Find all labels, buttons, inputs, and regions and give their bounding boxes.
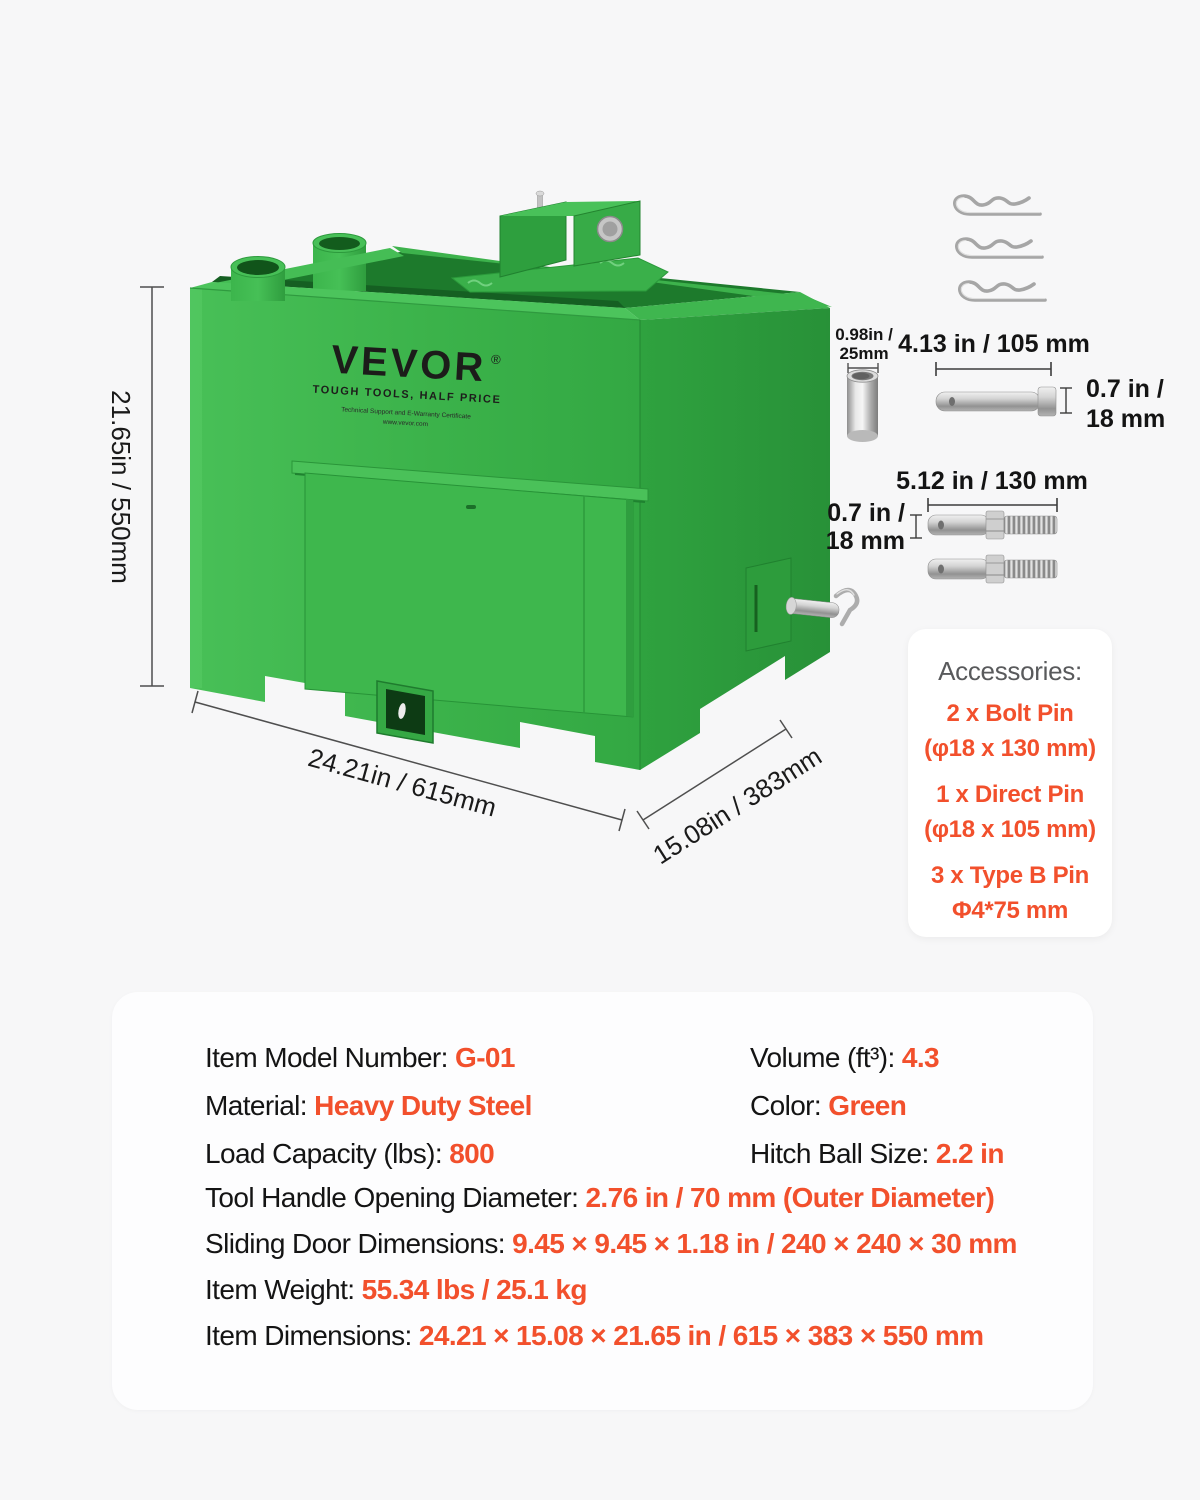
spec-label: Tool Handle Opening Diameter:	[205, 1182, 586, 1213]
type-b-pin-icon	[960, 282, 1045, 300]
direct-pin-dia-line2: 18 mm	[1086, 405, 1166, 433]
spec-row	[750, 1090, 906, 1122]
spec-value: 24.21 × 15.08 × 21.65 in / 615 × 383 × 550 mm	[418, 1320, 984, 1351]
direct-pin-length-label: 4.13 in / 105 mm	[898, 330, 1090, 358]
bolt-pin-icon	[928, 555, 1057, 583]
spec-row	[750, 1042, 939, 1074]
spec-row	[205, 1274, 587, 1306]
accessories-card	[908, 629, 1112, 937]
logo-website-line: www.vevor.com	[382, 418, 429, 429]
depth-dimension-label: 15.08in / 383mm	[647, 740, 827, 871]
type-b-pins	[955, 196, 1045, 300]
logo-support-line: Technical Support and E-Warranty Certificate	[340, 406, 471, 421]
spec-label: Load Capacity (lbs):	[205, 1138, 450, 1169]
accessory-item-size: Φ4*75 mm	[951, 897, 1069, 924]
height-dimension	[106, 287, 164, 686]
logo-brand: VEVOR	[330, 337, 488, 391]
accessory-item-name: 3 x Type B Pin	[930, 862, 1090, 889]
spec-label: Item Dimensions:	[205, 1320, 419, 1351]
ballast-box-illustration	[190, 191, 857, 770]
logo-reg-mark: ®	[490, 351, 502, 368]
spec-label: Hitch Ball Size:	[750, 1138, 936, 1169]
box-right-face	[640, 308, 830, 770]
spec-row	[205, 1042, 515, 1074]
spec-label: Item Weight:	[205, 1274, 362, 1305]
bolt-pin-length-label: 5.12 in / 130 mm	[896, 467, 1088, 495]
spec-row	[205, 1228, 1017, 1260]
specifications-panel	[112, 992, 1093, 1410]
accessory-item-size: (φ18 x 130 mm)	[924, 735, 1096, 762]
bolt-pin-dia-line1: 0.7 in /	[827, 499, 905, 527]
bushing	[835, 325, 893, 442]
spec-label: Material:	[205, 1090, 315, 1121]
direct-pin	[898, 330, 1165, 433]
width-dimension-label: 24.21in / 615mm	[305, 742, 500, 823]
bolt-pins	[826, 467, 1088, 583]
top-link-bracket	[452, 191, 668, 292]
type-b-pin-icon	[957, 239, 1042, 257]
accessories-title: Accessories:	[938, 656, 1082, 686]
spec-label: Volume (ft³):	[750, 1042, 902, 1073]
accessory-item-name: 1 x Direct Pin	[936, 781, 1084, 808]
spec-value: G-01	[455, 1042, 515, 1073]
spec-row	[205, 1090, 532, 1122]
spec-value: 2.2 in	[935, 1138, 1004, 1169]
bolt-pin-dia-line2: 18 mm	[825, 527, 905, 555]
spec-row	[750, 1138, 1004, 1170]
logo-tagline: TOUGH TOOLS, HALF PRICE	[312, 383, 502, 407]
spec-row	[205, 1320, 983, 1352]
height-dimension-label: 21.65in / 550mm	[106, 390, 136, 584]
bushing-label-line1: 0.98in /	[835, 325, 893, 344]
spec-value: Green	[828, 1090, 907, 1121]
accessory-item	[908, 858, 1112, 928]
spec-value: Heavy Duty Steel	[314, 1090, 532, 1121]
spec-value: 2.76 in / 70 mm (Outer Diameter)	[585, 1182, 995, 1213]
tool-tube-short	[231, 257, 285, 302]
spec-value: 55.34 lbs / 25.1 kg	[361, 1274, 587, 1305]
accessory-item	[908, 777, 1112, 847]
accessory-item-name: 2 x Bolt Pin	[946, 700, 1074, 727]
hitch-receiver	[377, 681, 433, 743]
accessory-item-size: (φ18 x 105 mm)	[924, 816, 1096, 843]
bolt-pin-icon	[928, 511, 1057, 539]
spec-label: Sliding Door Dimensions:	[205, 1228, 513, 1259]
sliding-door	[292, 461, 648, 717]
spec-value: 4.3	[901, 1042, 939, 1073]
direct-pin-dia-line1: 0.7 in /	[1086, 375, 1164, 403]
spec-value: 800	[449, 1138, 495, 1169]
spec-label: Color:	[750, 1090, 829, 1121]
spec-label: Item Model Number:	[205, 1042, 456, 1073]
accessory-item	[908, 696, 1112, 766]
box-front-left-highlight	[190, 288, 202, 688]
spec-value: 9.45 × 9.45 × 1.18 in / 240 × 240 × 30 mm	[512, 1228, 1017, 1259]
spec-row	[205, 1138, 494, 1170]
bushing-label-line2: 25mm	[839, 344, 889, 363]
type-b-pin-icon	[955, 196, 1040, 214]
spec-row	[205, 1182, 994, 1214]
